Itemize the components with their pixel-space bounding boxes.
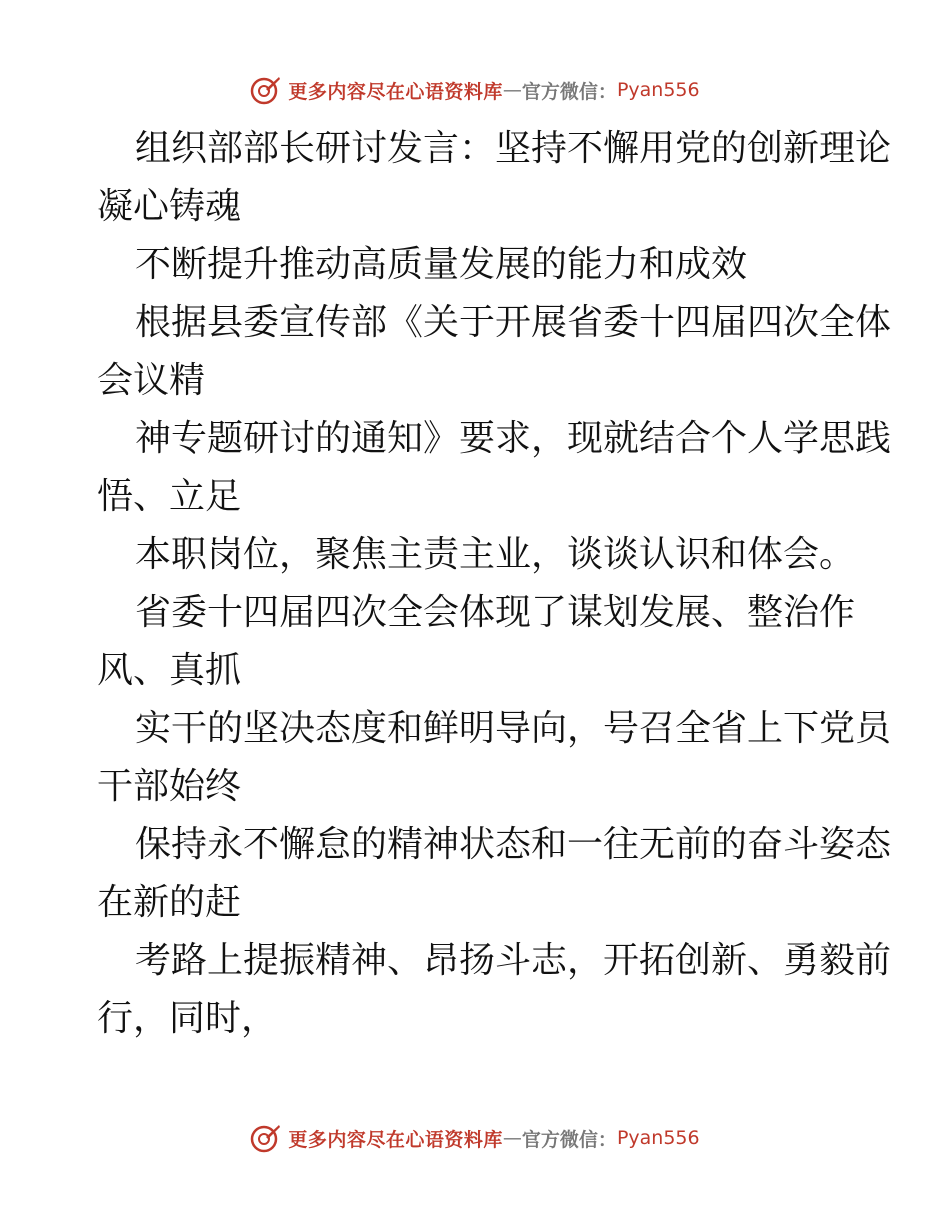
text-line: 悟、立足 (97, 476, 242, 517)
text-line: 行，同时， (97, 998, 278, 1039)
banner-account-id: Pyan556 (616, 79, 700, 101)
banner-separator: — (502, 79, 522, 101)
header-banner (0, 70, 950, 110)
text-line: 在新的赶 (97, 882, 242, 923)
banner-official-label: 官方微信： (521, 80, 617, 103)
text-line: 本职岗位，聚焦主责主业，谈谈认识和体会。 (135, 534, 856, 575)
text-line: 实干的坚决态度和鲜明导向，号召全省上下党员 (135, 708, 892, 749)
footer-banner (0, 1118, 950, 1158)
text-line: 凝心铸魂 (97, 186, 242, 227)
text-line: 根据县委宣传部《关于开展省委十四届四次全体 (135, 302, 892, 343)
text-line: 干部始终 (97, 766, 242, 807)
text-line: 神专题研讨的通知》要求，现就结合个人学思践 (135, 418, 892, 459)
banner-brand-text: 更多内容尽在心语资料库 (288, 1128, 503, 1151)
document-body (97, 120, 892, 1048)
text-line: 组织部部长研讨发言：坚持不懈用党的创新理论 (135, 128, 892, 169)
text-line: 不断提升推动高质量发展的能力和成效 (135, 244, 748, 285)
banner-separator: — (502, 1127, 522, 1149)
text-line: 省委十四届四次全会体现了谋划发展、整治作 (135, 592, 856, 633)
text-line: 保持永不懈怠的精神状态和一往无前的奋斗姿态 (135, 824, 892, 865)
pen-logo-icon (250, 1122, 282, 1154)
text-line: 会议精 (97, 360, 206, 401)
banner-official-label: 官方微信： (521, 1128, 617, 1151)
text-line: 风、真抓 (97, 650, 242, 691)
text-line: 考路上提振精神、昂扬斗志，开拓创新、勇毅前 (135, 940, 892, 981)
banner-account-id: Pyan556 (616, 1127, 700, 1149)
pen-logo-icon (250, 74, 282, 106)
banner-brand-text: 更多内容尽在心语资料库 (288, 80, 503, 103)
